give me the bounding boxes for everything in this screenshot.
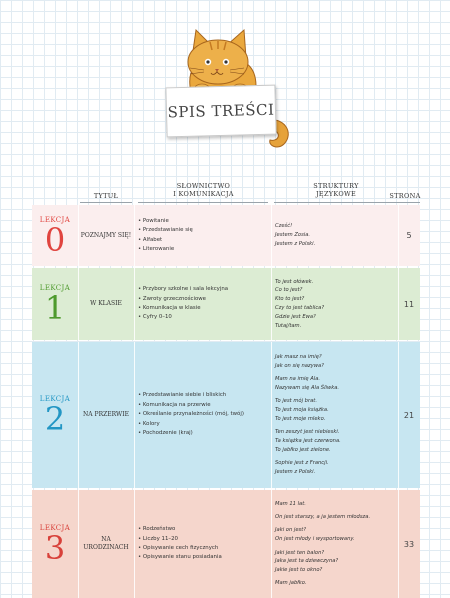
structures-list (272, 268, 403, 340)
structure-line: Cześć! (275, 223, 293, 230)
structure-line: Mam jabłko. (275, 580, 307, 587)
header-rule (80, 202, 132, 203)
structure-line: Jaka jest ta dziewczyna? (275, 558, 339, 565)
structure-line: Czy to jest tablica? (275, 305, 325, 311)
vocab-item: • Literowanie (138, 245, 175, 252)
topic-line: NA PRZERWIE (83, 411, 129, 419)
vocab-item: • Opisywanie stanu posiadania (138, 554, 222, 561)
title-card (165, 85, 276, 138)
lesson-topic (78, 342, 134, 488)
vocab-item: • Powitanie (138, 217, 169, 224)
vocab-item: • Cyfry 0–10 (138, 314, 172, 321)
lesson-row (32, 490, 420, 598)
page-number[interactable]: 5 (406, 231, 412, 240)
page-number[interactable]: 11 (403, 299, 415, 309)
structure-line: To jest mój brat. (275, 398, 317, 405)
vocab-item: • Przedstawianie siebie i bliskich (138, 392, 227, 399)
structures-list (272, 490, 403, 598)
lesson-row (32, 268, 420, 340)
vocab-list (135, 490, 273, 598)
structure-line: Jaki on jest? (275, 527, 307, 534)
structure-line: Mam 11 lat. (275, 500, 306, 507)
structure-line: Ten zeszyt jest niebieski. (275, 429, 340, 436)
structure-line: To jest moje mleko. (275, 416, 326, 422)
header-structures: STRUKTURY JĘZYKOWE (313, 182, 359, 199)
vocab-list (135, 268, 273, 340)
structure-line: Jakie jest to okno? (275, 567, 323, 574)
vocab-item: • Opisywanie cech fizycznych (138, 545, 219, 551)
vocab-item: • Zwroty grzecznościowe (138, 295, 206, 302)
structure-line: Jak on się nazywa? (275, 363, 324, 370)
page-number[interactable]: 21 (403, 410, 415, 420)
lesson-topic (78, 268, 134, 340)
vocab-item: • Przybory szkolne i sala lekcyjna (138, 286, 229, 293)
header-title: TYTUŁ (93, 192, 119, 200)
vocab-item: • Liczby 11–20 (138, 535, 178, 542)
lesson-topic (78, 205, 134, 266)
vocab-item: • Komunikacja na przerwie (138, 401, 211, 408)
structure-line: Kto to jest? (275, 296, 305, 303)
vocab-item: • Rodzeństwo (138, 526, 176, 533)
topic-line: URODZINACH (83, 544, 129, 551)
lesson-row (32, 205, 420, 266)
lesson-label: LEKCJA 0 (39, 215, 71, 259)
header-vocab: SŁOWNICTWO I KOMUNIKACJA (173, 182, 234, 199)
header-rule (138, 202, 268, 203)
vocab-list (135, 205, 273, 266)
page-title: SPIS TREŚCI (167, 100, 275, 122)
structure-line: On jest młody i wysportowany. (275, 536, 355, 543)
lesson-row (32, 342, 420, 488)
structure-line: Jestem Zosia. (275, 232, 311, 239)
vocab-item: • Komunikacja w klasie (138, 305, 201, 311)
structure-line: Jestem z Polski. (275, 240, 316, 247)
vocab-list (135, 342, 273, 488)
vocab-item: • Alfabet (138, 236, 163, 243)
vocab-item: • Określanie przynależności (mój, twój) (138, 411, 244, 418)
structure-line: Ta książka jest czerwona. (275, 438, 341, 445)
page-number[interactable]: 33 (403, 539, 415, 549)
topic-line: NA (101, 536, 111, 544)
vocab-item: • Pochodzenie (kraj) (138, 430, 193, 437)
lesson-label: LEKCJA 2 (39, 395, 71, 438)
header-page: STRONA (389, 192, 421, 200)
structure-line: Jak masz na imię? (275, 354, 322, 361)
structure-line: Jestem z Polski. (275, 468, 316, 475)
structure-line: Nazywam się Ala Śliwka. (275, 385, 340, 392)
structure-line: Co to jest? (275, 287, 303, 294)
header-rule (398, 202, 420, 203)
structure-line: Sophie jest z Francji. (275, 460, 329, 467)
lesson-label: LEKCJA 1 (39, 284, 71, 327)
vocab-item: • Przedstawianie się (138, 227, 193, 234)
structure-line: To jest ołówek. (275, 278, 314, 285)
structure-line: Tutaj/tam. (275, 322, 302, 329)
structures-list (272, 205, 403, 266)
structure-line: On jest starszy, a ja jestem młodsza. (275, 514, 371, 521)
structure-line: Mam na imię Ala. (275, 376, 321, 383)
structures-list (272, 342, 403, 488)
lesson-label: LEKCJA 3 (39, 524, 71, 567)
lesson-topic (78, 490, 134, 598)
structure-line: To jest moja książka. (275, 407, 329, 414)
structure-line: Gdzie jest Ewa? (275, 313, 316, 320)
header-rule (274, 202, 398, 203)
topic-line: POZNAJMY SIĘ! (80, 231, 132, 239)
structure-line: To jabłko jest zielone. (275, 446, 331, 453)
topic-line: W KLASIE (90, 300, 122, 308)
vocab-item: • Kolory (138, 420, 160, 427)
structure-line: Jaki jest ten balon? (275, 549, 325, 556)
